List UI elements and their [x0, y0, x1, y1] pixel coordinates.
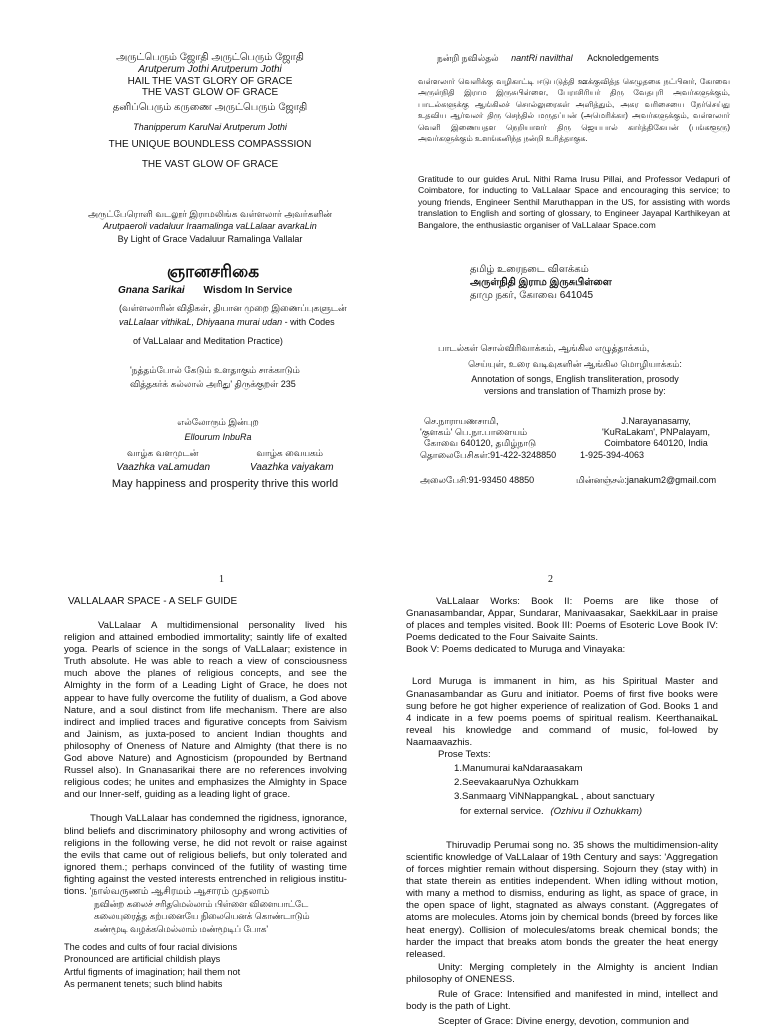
boundless-line: THE UNIQUE BOUNDLESS COMPASSSION [108, 139, 312, 150]
condemnation-paragraph: Though VaLLalaar has condemned the rigidness, ignorance, blind beliefs and discriminatory philosophy and wrong activities of religions in the following verse, he did not revolt or raise against the evils that came out of religious beliefs, but only tolerated and ignored them.; perhaps convinced of the futility of wasting time fighting against the vested interests entrenched in religious institu-tions. 'நால்வருணம் ஆசிரமம் ஆசாரம் முதலாம் [64, 813, 347, 897]
wish-tamil-2: வாழ்க வையகம் [256, 448, 324, 458]
kural-quote [130, 364, 390, 390]
rule-text: Intensified and manifested in mind, intellect and body is the path of Light. [406, 988, 718, 1013]
address-english-line: Coimbatore 640120, India [604, 438, 708, 449]
annotation-tamil-2: செய்யுள், உரை வடிவுகளின் ஆங்கில மொழியாக்கம்: [468, 359, 682, 369]
address-tamil-line: 'குளகம்' பெ.நா.பாளையம் [420, 427, 528, 438]
codes-note [119, 302, 389, 347]
wish-transliteration-2: Vaazhka vaiyakam [250, 462, 334, 473]
left-author-block [40, 208, 380, 245]
email-address: மின்னஞ்சல்:janakum2@gmail.com [576, 475, 717, 485]
codes-tamil: (வள்ளலாரின் விதிகள், தியான முறை இணைப்புகளுடன் [119, 303, 347, 313]
intro-text: A multidimensional personality lived his religion and attained embodied immortality; saintly life of exalted yoga. Pearls of science in the songs of VaLLalaar; existence in Truth absolute. He was able to reach a view of consciousness much above the planes of religious concepts, and see the Almighty in the form of a Leading Light of Grace, he does not appear to have fully overcome the futility of dualism, a God above Nature, and a soul distinct from life mechanism. There are also indirect and implied traces and figurative concepts from Saivism and Jainism, as juxta-posed to ancient Indian thoughts and philosophy of Oneness of Nature and Almighty (that there is no God above Nature) and Agnosticism (propounded by Bertnand Russel also). In Gnanasarikai there are no references involving religious codes; he unites and emphasizes the Almighty in Space and our Inner-self, guiding as a leading light of grace. [64, 620, 347, 801]
annotation-english-2: versions and translation of Thamizh prose by: [484, 386, 666, 396]
prose-item-4-text: for external service. [460, 805, 544, 817]
left-title-block [40, 52, 380, 171]
verse-english-line: As permanent tenets; such blind habits [64, 978, 223, 989]
address-tamil-line: கோவை 640120, தமிழ்நாடு [424, 438, 536, 449]
wish-tamil-row [60, 447, 390, 459]
tamil-invocation: அருட்பெரும் ஜோதி அருட்பெரும் ஜோதி [116, 52, 304, 63]
book-title-english [118, 285, 388, 297]
codes-english-text: - with Codes [282, 317, 335, 327]
wish-english: May happiness and prosperity thrive this world [111, 478, 339, 490]
right-body-column [406, 596, 718, 1028]
verse-english-line: Artful figments of imagination; hail them not [64, 966, 241, 977]
blessing-transliteration: Ellourum InbuRa [184, 432, 252, 442]
rule-lead: Rule of Grace: [438, 988, 503, 1000]
hail-line: HAIL THE VAST GLORY OF GRACE [127, 76, 293, 87]
unity-paragraph [406, 962, 718, 986]
author-transliteration: Arutpaeroli vadaluur Iraamalinga vaLLalaar avarkaLin [103, 221, 317, 231]
verse-tamil-line: நவின்ற கலைச் சரிதமெல்லாம் பிள்ளை விளையாட்டே [94, 899, 309, 910]
address-tamil-line: தொலைபேசிகள்:91-422-3248850 [420, 449, 557, 460]
list-item: 2.SeevakaaruNya Ozhukkam [454, 777, 579, 789]
transliteration-compassion: Thanipperum KaruNai Arutperum Jothi [133, 122, 287, 132]
publisher-line-2: அருள்நிதி இராம இருசுபிள்ளை [470, 277, 612, 288]
unity-text: Merging completely in the Almighty is ancient Indian philosophy of ONENESS. [406, 961, 718, 985]
codes-transliteration-text: vaLLalaar vithikaL, Dhiyaana murai udan [119, 317, 283, 327]
works-lead: VaLLalaar Works: [436, 596, 520, 607]
blessing-tamil: எல்லோரும் இன்புற [177, 417, 259, 427]
ack-english-paragraph: Gratitude to our guides AruL Nithi Rama Irusu Pillai, and Professor Vedapuri of Coimbatore, for inducting to VaLLalaar Space and encouraging this service; to young friends, Engineer Senthil Maruthappan in the US, for assisting with words translation to English and sorting of glossary, to Engineer Jayapal Karthikeyan at Bangalore, the enthusiastic organiser of VaLLalaar Space.com [418, 174, 730, 230]
wish-tamil-1: வாழ்க வளமுடன் [126, 448, 199, 458]
verse-english-line: Pronounced are artificial childish plays [64, 954, 221, 965]
rule-paragraph [406, 989, 718, 1013]
author-tamil: அருட்பேரொளி வடலூர் இராமலிங்க வள்ளலார் அவர்களின் [87, 209, 333, 219]
address-english-line: 'KuRaLakam', PNPalayam, [602, 427, 710, 438]
wish-transliteration-row [60, 462, 390, 474]
wish-transliteration-1: Vaazhka vaLamudan [116, 462, 211, 473]
ack-tamil-paragraph: வள்ளலார் வெளிக்கு வழிகாட்டி ஈடுபடுத்தி ஊக்குவித்த கெழுதகை நட்பினர், கோவை அருள்நிதி இராம இருசுபிள்ளை, பேராசிரியர் திரு வேதபுரி அவர்களுக்கும், பாடல்களுக்கு ஆங்கிலச் சொல்லுரைகள் அளித்தும், அகர வரிசையை நேர்செய்து உதவிய ஆர்வலர் திரு செந்தில் மருதப்பன் (அமெரிக்கா) அவர்களுக்கும், வள்ளலார் வெளி இணையதள நெறியாளர் திரு ஜெயபால் கார்த்திகேயன் (பங்களூரு) அவர்களுக்கும் உளங்கனிந்த நன்றி உரித்தாகுக. [418, 77, 730, 144]
intro-lead: VaLLalaar [98, 620, 142, 631]
address-english [576, 416, 736, 461]
address-tamil [420, 416, 580, 461]
kural-line-1: 'நத்தம்போல் கேடும் உளதாகும் சாக்காடும் [130, 365, 300, 375]
book-title-tamil: ஞானசரிகை [166, 262, 260, 281]
verse-tamil-line: கலையுரைத்த கற்பனையே நிலையெனக் கொண்டாடும் [94, 911, 310, 922]
book-title-subtitle: Wisdom In Service [203, 285, 293, 296]
verse-tamil [64, 898, 347, 935]
annotation-english-1: Annotation of songs, English transliteration, prosody [471, 374, 679, 384]
publisher-line-1: தமிழ் உரைநடை விளக்கம் [470, 264, 589, 275]
acknowledgements-heading [437, 52, 737, 64]
prose-item-4-italic: (Ozhivu il Ozhukkam) [550, 805, 643, 817]
author-english: By Light of Grace Vadaluur Ramalinga Vallalar [117, 234, 303, 244]
works-text: Book II: Poems are like those of Gnanasambandar, Appar, Sundarar, Manivaasakar, SaekkiLaar in praise of places and temples visited. Book III: Poems of Esoteric Love Book IV: Poems dedicated to the Four Saivaite Saints. [406, 596, 718, 644]
annotation-block [420, 342, 730, 397]
book-title-block [118, 262, 388, 297]
scepter-text: Divine energy, devotion, communion and [513, 1016, 689, 1028]
prose-heading: Prose Texts: [438, 749, 491, 761]
scepter-lead: Scepter of Grace: [438, 1016, 514, 1028]
address-english-line: J.Narayanasamy, [621, 416, 691, 426]
kural-line-2: வித்தகர்க் கல்லால் அரிது' திருக்குறள் 235 [130, 379, 296, 389]
list-item: 3.Sanmaarg ViNNappangkaL , about sanctuary [454, 791, 655, 803]
blessing-block [60, 416, 390, 491]
annotation-tamil-1: பாடல்கள் சொல்விரிவாக்கம், ஆங்கில எழுத்தாக்கம், [438, 343, 650, 353]
muruga-paragraph: Lord Muruga is immanent in him, as his Spiritual Master and Gnanasambandar as Guru and initiator. Poems of first five books were sung before he got higher experience of realization of God. Books 1 and 4 indicate in a few poems poems of spiritual realism. KeerthanaikaL reveal his knowledge and command of music, fol-lowed by Naamaavazhis. [406, 676, 718, 748]
book-title-transliteration: Gnana Sarikai [118, 285, 185, 296]
list-item [454, 805, 718, 819]
verse-english-line: The codes and cults of four racial divisions [64, 942, 238, 953]
unity-lead: Unity: [438, 961, 463, 973]
verse-english [64, 941, 347, 990]
codes-transliteration [119, 316, 389, 328]
left-body-column [64, 596, 347, 990]
page-number-left: 1 [219, 574, 224, 585]
page-number-right: 2 [548, 574, 553, 585]
glow-line: THE VAST GLOW OF GRACE [141, 87, 279, 98]
publisher-block [470, 264, 730, 302]
list-item: 1.Manumurai kaNdaraasakam [454, 763, 583, 775]
ack-transliteration: nantRi navilthal [511, 53, 573, 63]
thiruvadi-paragraph: Thiruvadip Perumai song no. 35 shows the multidimension-ality scientific knowledge of VaLLalaar of 19th Century and says: 'Aggregation of forces mightier remain without dispersing. Sojourn they (stay with) in that state therein as entities independent. When idling without motion, with many a method to dismiss, enduring as light, as space of grace, in the open space of light, stagnated as always constant. (Aggregates of atoms are molecules. Atoms join by chemical bonds (breed by forces like heat energy). Collision of molecules/atoms break chemical bonds; the harder the impact that breaks atom bonds the greater the heat energy released. [406, 839, 718, 960]
codes-english: of VaLLalaar and Meditation Practice) [133, 336, 283, 346]
ack-english: Acknoledgements [587, 53, 659, 63]
works-book-v: Book V: Poems dedicated to Muruga and Vinayaka: [406, 644, 626, 656]
tamil-compassion: தனிப்பெரும் கருணை அருட்பெரும் ஜோதி [112, 102, 308, 113]
scepter-paragraph [406, 1016, 718, 1028]
verse-tamil-line: கண்மூடி வழக்கமெல்லாம் மண்மூடிப் போக' [94, 923, 269, 934]
address-tamil-line: செ.நாராயணசாமி, [424, 416, 499, 426]
section-heading: VALLALAAR SPACE - A SELF GUIDE [68, 596, 238, 607]
intro-paragraph [64, 620, 347, 801]
address-english-line: 1-925-394-4063 [580, 449, 645, 460]
transliteration-invocation: Arutperum Jothi Arutperum Jothi [138, 64, 282, 75]
publisher-line-3: தாமு நகர், கோவை 641045 [470, 290, 594, 301]
prose-list [406, 762, 718, 819]
works-paragraph [406, 596, 718, 644]
ack-tamil: நன்றி நவில்தல் [437, 53, 499, 63]
glow-line-2: THE VAST GLOW OF GRACE [141, 159, 279, 170]
mobile-number: அலைபேசி:91-93450 48850 [420, 475, 535, 485]
